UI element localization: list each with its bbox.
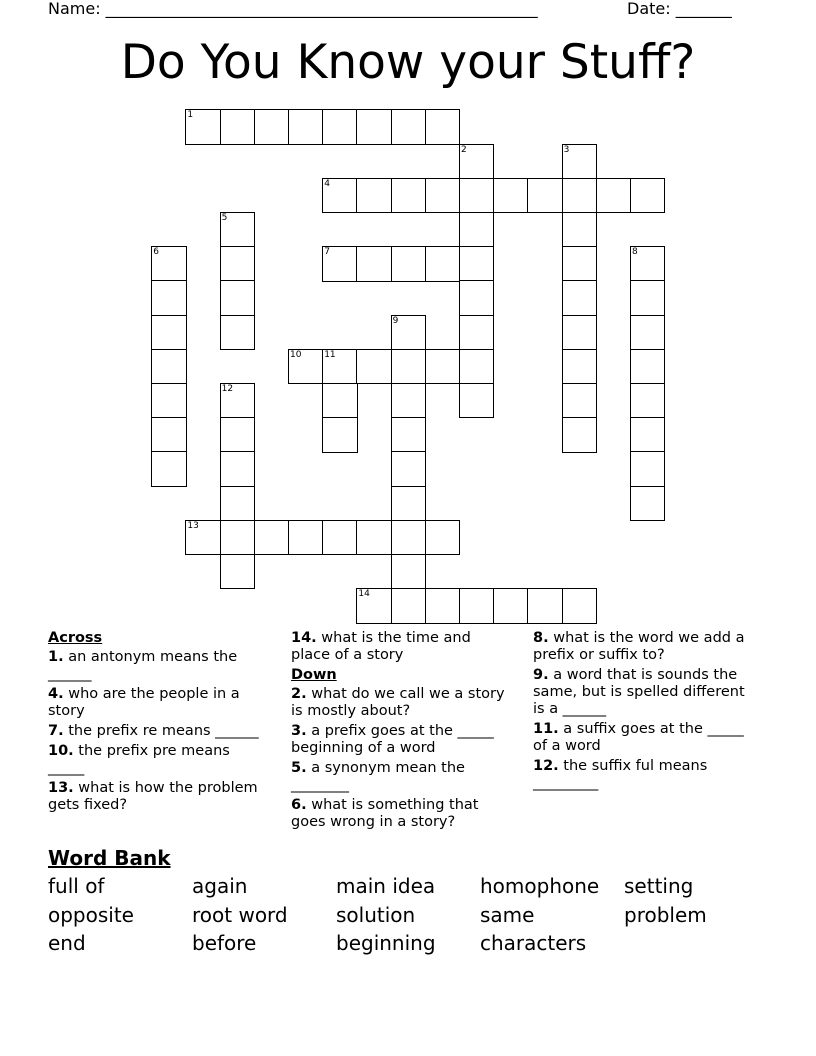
crossword-cell[interactable] (356, 520, 391, 555)
crossword-cell[interactable] (356, 349, 391, 384)
crossword-cell[interactable] (391, 520, 426, 555)
crossword-cell[interactable] (527, 178, 562, 213)
clue-column-2 (291, 630, 513, 834)
word-bank-item: beginning (336, 931, 436, 955)
crossword-cell[interactable] (356, 246, 391, 281)
crossword-cell[interactable] (356, 178, 391, 213)
crossword-cell[interactable] (459, 144, 494, 179)
cell-number: 8 (632, 247, 638, 258)
across-heading: Across (48, 630, 103, 646)
down-heading: Down (291, 667, 337, 683)
page-title: Do You Know your Stuff? (120, 35, 696, 90)
crossword-cell[interactable] (425, 349, 460, 384)
clue-text: what do we call we a story is mostly about? (291, 686, 505, 719)
crossword-cell[interactable] (562, 417, 597, 452)
cell-number: 5 (221, 213, 228, 223)
crossword-cell[interactable] (151, 315, 186, 350)
crossword-cell[interactable] (459, 383, 494, 418)
crossword-cell[interactable] (220, 246, 255, 281)
clue-across-10 (48, 743, 270, 777)
crossword-cell[interactable] (562, 349, 597, 384)
crossword-cell[interactable] (630, 349, 665, 384)
crossword-cell[interactable] (630, 383, 665, 418)
crossword-cell[interactable] (220, 417, 255, 452)
crossword-cell[interactable] (391, 178, 426, 213)
clue-down-3 (291, 723, 513, 757)
crossword-cell[interactable] (220, 109, 255, 144)
crossword-cell[interactable] (391, 588, 426, 623)
clue-text: the prefix pre means _____ (48, 743, 230, 776)
clue-text: an antonym means the ______ (48, 649, 238, 682)
cell-number: 13 (187, 520, 199, 531)
crossword-cell[interactable] (151, 280, 186, 315)
crossword-cell[interactable] (425, 178, 460, 213)
crossword-cell[interactable] (220, 315, 255, 350)
clue-down-12 (533, 758, 755, 792)
clue-down-6 (291, 797, 513, 831)
crossword-cell[interactable] (391, 246, 426, 281)
crossword-cell[interactable] (425, 520, 460, 555)
clue-number: 13. (48, 780, 74, 796)
clue-number: 12. (533, 758, 559, 774)
word-bank-item: homophone (480, 874, 600, 898)
clue-across-13 (48, 780, 270, 814)
crossword-cell[interactable] (254, 109, 289, 144)
clue-down-9 (533, 667, 755, 718)
crossword-cell[interactable] (391, 315, 426, 350)
crossword-cell[interactable] (356, 109, 391, 144)
word-bank-item: root word (192, 903, 288, 927)
crossword-cell[interactable] (630, 315, 665, 350)
word-bank-title: Word Bank (48, 846, 171, 870)
crossword-cell[interactable] (391, 109, 426, 144)
crossword-cell[interactable] (596, 178, 631, 213)
crossword-cell[interactable] (630, 178, 665, 213)
crossword-cell[interactable] (391, 451, 426, 486)
crossword-cell[interactable] (630, 417, 665, 452)
crossword-cell[interactable] (391, 417, 426, 452)
cell-number: 12 (221, 384, 234, 394)
clue-number: 11. (533, 721, 559, 737)
crossword-cell[interactable] (220, 520, 255, 555)
crossword-cell[interactable] (459, 246, 494, 281)
crossword-cell[interactable] (151, 451, 186, 486)
clue-text: what is something that goes wrong in a story? (291, 797, 479, 830)
crossword-cell[interactable] (562, 280, 597, 315)
clue-text: a synonym mean the ________ (291, 760, 465, 793)
crossword-cell[interactable] (391, 383, 426, 418)
crossword-cell[interactable] (391, 554, 426, 589)
clue-text: a prefix goes at the _____ beginning of a word (291, 723, 494, 756)
crossword-cell[interactable] (562, 383, 597, 418)
clue-text: what is the word we add a prefix or suffix to? (533, 630, 745, 663)
word-bank-item: end (48, 931, 86, 955)
crossword-cell[interactable] (288, 520, 323, 555)
crossword-cell[interactable] (220, 486, 255, 521)
crossword-cell[interactable] (220, 280, 255, 315)
crossword-cell[interactable] (425, 109, 460, 144)
clue-down-5 (291, 760, 513, 794)
clue-across-7 (48, 723, 270, 740)
clue-across-1 (48, 649, 270, 683)
crossword-cell[interactable] (185, 109, 220, 144)
crossword-cell[interactable] (630, 486, 665, 521)
cell-number: 6 (153, 247, 159, 258)
clue-across-4 (48, 686, 270, 720)
word-bank-item: opposite (48, 903, 134, 927)
clue-number: 10. (48, 743, 74, 759)
crossword-cell[interactable] (425, 588, 460, 623)
clue-text: the prefix re means ______ (68, 723, 259, 739)
crossword-cell[interactable] (220, 554, 255, 589)
crossword-cell[interactable] (322, 383, 357, 418)
crossword-cell[interactable] (322, 178, 357, 213)
crossword-cell[interactable] (220, 451, 255, 486)
clue-column-3 (533, 630, 755, 795)
cell-number: 3 (563, 144, 570, 155)
crossword-cell[interactable] (630, 246, 665, 281)
clue-number: 8. (533, 630, 549, 646)
crossword-cell[interactable] (459, 178, 494, 213)
clue-text: what is how the problem gets fixed? (48, 780, 258, 813)
crossword-cell[interactable] (493, 178, 528, 213)
word-bank-item: same (480, 903, 535, 927)
cell-number: 7 (324, 247, 330, 258)
crossword-cell[interactable] (459, 212, 494, 247)
clue-column-1 (48, 630, 270, 817)
clue-number: 14. (291, 630, 317, 646)
cell-number: 14 (358, 589, 370, 600)
clue-across-14 (291, 630, 513, 664)
crossword-cell[interactable] (459, 280, 494, 315)
word-bank-item: main idea (336, 874, 436, 898)
crossword-cell[interactable] (630, 451, 665, 486)
clue-number: 6. (291, 797, 307, 813)
crossword-cell[interactable] (288, 349, 323, 384)
crossword-cell[interactable] (562, 315, 597, 350)
crossword-cell[interactable] (562, 144, 597, 179)
word-bank-item: characters (480, 931, 587, 955)
clue-number: 2. (291, 686, 307, 702)
clue-text: the suffix ful means _________ (533, 758, 708, 791)
crossword-cell[interactable] (322, 109, 357, 144)
crossword-cell[interactable] (630, 280, 665, 315)
crossword-cell[interactable] (288, 109, 323, 144)
clue-down-8 (533, 630, 755, 664)
crossword-cell[interactable] (151, 383, 186, 418)
clue-number: 1. (48, 649, 64, 665)
crossword-cell[interactable] (322, 246, 357, 281)
clue-number: 7. (48, 723, 64, 739)
crossword-cell[interactable] (425, 246, 460, 281)
crossword-cell[interactable] (562, 178, 597, 213)
crossword-cell[interactable] (220, 212, 255, 247)
word-bank-item: full of (48, 874, 105, 898)
crossword-cell[interactable] (322, 520, 357, 555)
clue-text: who are the people in a story (48, 686, 240, 719)
cell-number: 10 (290, 349, 302, 360)
cell-number: 2 (461, 144, 467, 155)
crossword-cell[interactable] (493, 588, 528, 623)
word-bank-item: solution (336, 903, 416, 927)
crossword-cell[interactable] (562, 212, 597, 247)
crossword-cell[interactable] (562, 588, 597, 623)
crossword-cell[interactable] (459, 349, 494, 384)
crossword-cell[interactable] (254, 520, 289, 555)
clue-number: 4. (48, 686, 64, 702)
clue-number: 9. (533, 667, 549, 683)
clue-number: 5. (291, 760, 307, 776)
cell-number: 9 (392, 315, 399, 326)
clue-text: a word that is sounds the same, but is spelled different is a ______ (533, 667, 745, 717)
crossword-cell[interactable] (391, 486, 426, 521)
crossword-cell[interactable] (527, 588, 562, 623)
cell-number: 4 (324, 178, 330, 189)
crossword-cell[interactable] (562, 246, 597, 281)
name-field-line: Name: ______________________________________________________ (48, 0, 538, 18)
crossword-cell[interactable] (151, 349, 186, 384)
word-bank-item: setting (624, 874, 694, 898)
crossword-cell[interactable] (185, 520, 220, 555)
clue-text: a suffix goes at the _____ of a word (533, 721, 744, 754)
crossword-cell[interactable] (151, 417, 186, 452)
clue-down-11 (533, 721, 755, 755)
word-bank-item: before (192, 931, 257, 955)
crossword-cell[interactable] (459, 315, 494, 350)
crossword-cell[interactable] (459, 588, 494, 623)
clue-number: 3. (291, 723, 307, 739)
crossword-cell[interactable] (322, 417, 357, 452)
date-field-line: Date: _______ (627, 0, 732, 18)
crossword-cell[interactable] (356, 588, 391, 623)
word-bank-item: problem (624, 903, 707, 927)
cell-number: 1 (187, 110, 194, 121)
word-bank-item: again (192, 874, 248, 898)
clue-text: what is the time and place of a story (291, 630, 471, 663)
clue-down-2 (291, 686, 513, 720)
cell-number: 11 (324, 349, 336, 360)
crossword-cell[interactable] (391, 349, 426, 384)
crossword-cell[interactable] (151, 246, 186, 281)
crossword-cell[interactable] (220, 383, 255, 418)
crossword-cell[interactable] (322, 349, 357, 384)
